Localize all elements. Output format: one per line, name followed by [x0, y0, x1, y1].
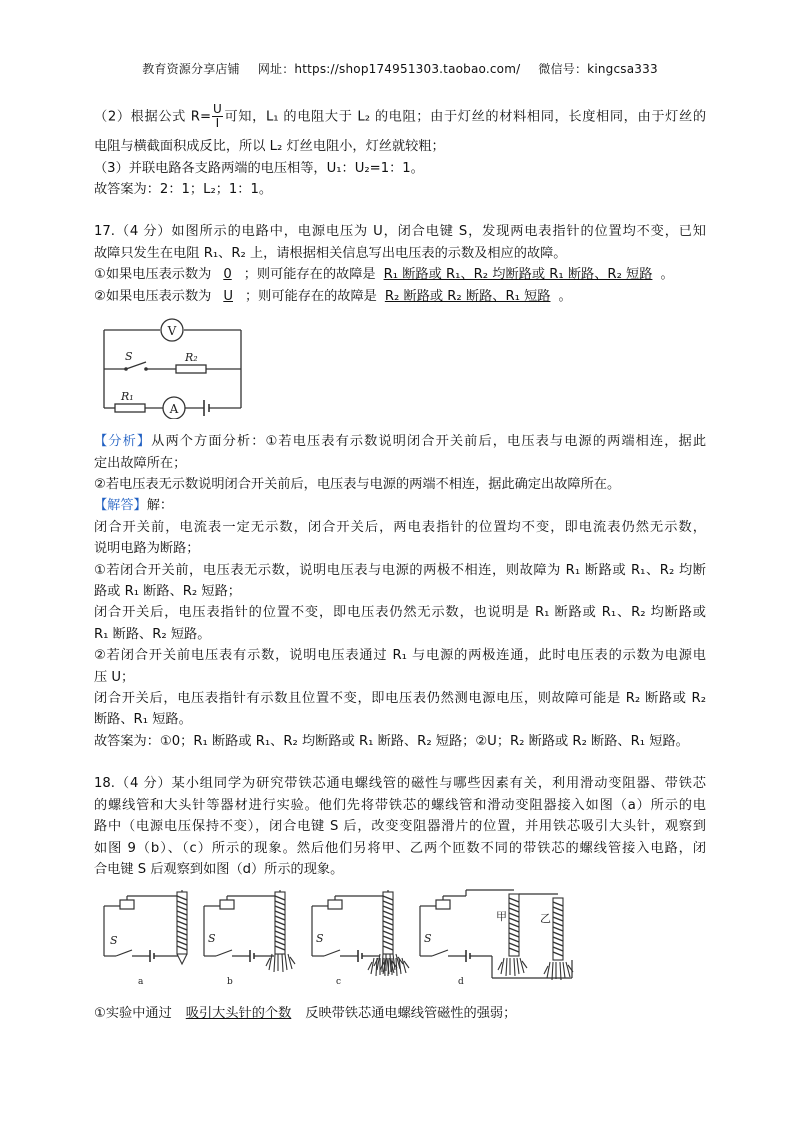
solution-answer: 故答案为：①0；R₁ 断路或 R₁、R₂ 均断路或 R₁ 断路、R₂ 短路；②U；R₂ 断路或 R₂ 断路、R₁ 短路。	[94, 734, 689, 749]
figure-b	[204, 890, 295, 987]
svg-text:c: c	[336, 977, 342, 987]
svg-text:A: A	[169, 402, 179, 416]
q17-line-2: 故障只发生在电阻 R₁、R₂ 上，请根据相关信息写出电压表的示数及相应的故障。	[94, 246, 567, 261]
voltmeter	[161, 319, 183, 341]
analysis-line-2: 定出故障所在；	[94, 456, 187, 471]
q17-blank-3: U	[223, 289, 233, 304]
svg-text:S: S	[208, 932, 216, 945]
solution-line: 压 U；	[94, 670, 135, 685]
solution-line: 闭合开关前，电流表一定无示数，闭合开关后，两电表指针的位置均不变，即电流表仍然无示数，	[94, 520, 706, 535]
q18-line-5: 合电键 S 后观察到如图（d）所示的现象。	[94, 862, 344, 877]
s16-line-3: （3）并联电路各支路两端的电压相等，U₁：U₂=1：1。	[94, 161, 424, 176]
q18-line-3: 路中（电源电压保持不变），闭合电键 S 后，改变变阻器滑片的位置，并用铁芯吸引大头针，观察到	[94, 819, 706, 834]
q17-line-1: 17.（4 分）如图所示的电路中，电源电压为 U，闭合电键 S，发现两电表指针的位置均不变，已知	[94, 224, 706, 239]
figure-d	[420, 890, 573, 987]
q17-blank-2: R₁ 断路或 R₁、R₂ 均断路或 R₁ 断路、R₂ 短路	[383, 267, 653, 282]
s16-answer: 故答案为：2：1；L₂；1：1。	[94, 182, 273, 197]
solution-line: 说明电路为断路；	[94, 541, 200, 556]
analysis-line-3: ②若电压表无示数说明闭合开关前后，电压表与电源的两端不相连，据此确定出故障所在。	[94, 477, 621, 492]
solution-heading: 【解答】解：	[94, 498, 174, 513]
solution-line: 闭合开关后，电压表指针有示数且位置不变，即电压表仍然测电源电压，则故障可能是 R₂ 断路或 R₂	[94, 691, 706, 706]
solution-line: R₁ 断路、R₂ 短路。	[94, 627, 211, 642]
solution-line: 断路、R₁ 短路。	[94, 712, 192, 727]
analysis-line-1: 【分析】从两个方面分析：①若电压表有示数说明闭合开关前后，电压表与电源的两端相连，据此	[94, 434, 707, 449]
q18-solenoid-figures	[98, 884, 578, 988]
solution-line: 路或 R₁ 断路、R₂ 短路；	[94, 584, 241, 599]
s16-line-1: （2）根据公式 R= $\frac{U}{I}$ 可知，L₁ 的电阻大于 L₂ 的电阻；由于灯丝的材料相同，长度相同，由于灯丝的	[94, 102, 707, 130]
figure-a	[104, 890, 187, 987]
shop-url: 网址：https://shop174951303.taobao.com/	[257, 62, 521, 76]
wechat-id: 微信号：kingcsa333	[538, 62, 658, 76]
solution-line: ②若闭合开关前电压表有示数，说明电压表通过 R₁ 与电源的两极连通，此时电压表的示数为电源电	[94, 648, 706, 663]
q17-circuit-diagram	[98, 313, 248, 419]
page-header	[0, 60, 800, 77]
q18-blank-1: 吸引大头针的个数	[185, 1006, 292, 1021]
r1-label: R₁	[121, 390, 134, 403]
q17-answer-2: ②如果电压表示数为 U ；则可能存在的故障是 R₂ 断路或 R₂ 断路、R₁ 短路 。	[94, 289, 572, 304]
svg-text:S: S	[316, 932, 324, 945]
switch-label: S	[125, 350, 133, 363]
svg-text:S: S	[110, 934, 118, 947]
solution-line: 闭合开关后，电压表指针的位置不变，即电压表仍然无示数，也说明是 R₁ 断路或 R₁、R₂ 均断路或	[94, 605, 706, 620]
solution-tag: 【解答】	[94, 498, 147, 513]
analysis-tag: 【分析】	[94, 434, 152, 449]
q18-line-2: 的螺线管和大头针等器材进行实验。他们先将带铁芯的螺线管和滑动变阻器接入如图（a）所示的电	[94, 798, 706, 813]
q18-line-4: 如图 9（b）、（c）所示的现象。然后他们另将甲、乙两个匝数不同的带铁芯的螺线管接入电路，闭	[94, 841, 706, 856]
svg-text:乙: 乙	[540, 912, 551, 925]
battery-symbol	[204, 400, 209, 416]
q17-answer-1: ①如果电压表示数为 0 ；则可能存在的故障是 R₁ 断路或 R₁、R₂ 均断路或 R₁ 断路、R₂ 短路 。	[94, 267, 674, 282]
r2-label: R₂	[185, 351, 198, 364]
s16-line-2: 电阻与横截面积成反比，所以 L₂ 灯丝电阻小，灯丝就较粗；	[94, 139, 445, 154]
q18-answer-1: ①实验中通过 吸引大头针的个数 反映带铁芯通电螺线管磁性的强弱；	[94, 1006, 517, 1021]
svg-text:V: V	[167, 324, 177, 338]
q18-line-1: 18.（4 分）某小组同学为研究带铁芯通电螺线管的磁性与哪些因素有关，利用滑动变阻器、带铁芯	[94, 776, 706, 791]
svg-text:甲: 甲	[496, 910, 507, 923]
switch-contact	[144, 367, 148, 371]
figure-c	[312, 890, 409, 987]
svg-text:S: S	[424, 932, 432, 945]
ammeter	[163, 397, 185, 419]
svg-text:a: a	[138, 977, 144, 987]
shop-name: 教育资源分享店铺	[142, 62, 240, 76]
svg-text:b: b	[227, 977, 233, 987]
switch-contact	[124, 367, 128, 371]
q17-blank-1: 0	[223, 267, 232, 282]
svg-text:d: d	[458, 977, 464, 987]
solution-line: ①若闭合开关前，电压表无示数，说明电压表与电源的两极不相连，则故障为 R₁ 断路或 R₁、R₂ 均断	[94, 563, 706, 578]
formula-fraction: $\frac{U}{I}$	[213, 102, 222, 130]
q17-blank-4: R₂ 断路或 R₂ 断路、R₁ 短路	[384, 289, 551, 304]
